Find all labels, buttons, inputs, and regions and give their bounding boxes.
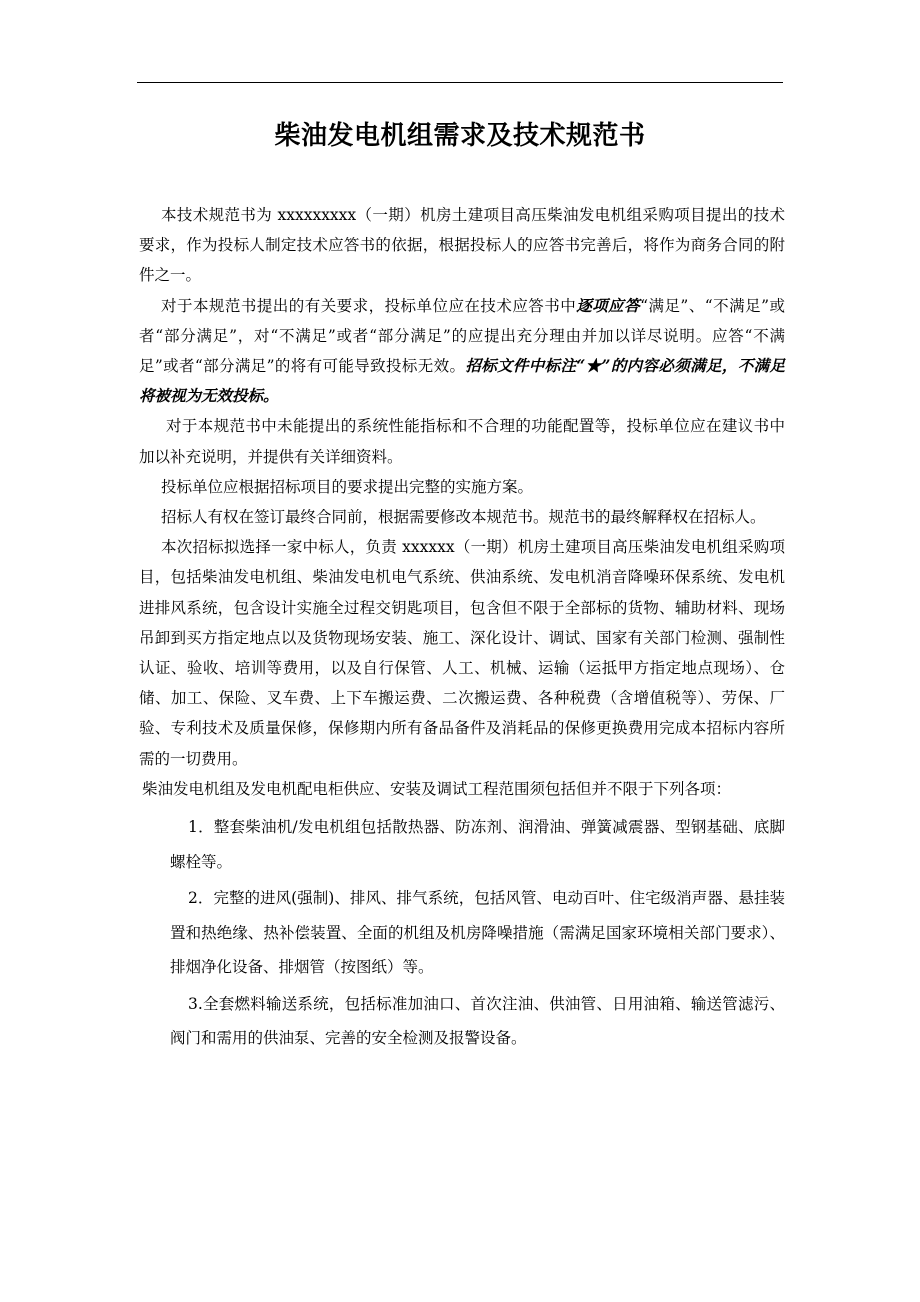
paragraph-implementation-plan: 投标单位应根据招标项目的要求提出完整的实施方案。 bbox=[161, 477, 534, 496]
header-rule bbox=[137, 82, 783, 83]
paragraph-tender-scope: 本次招标拟选择一家中标人，负责 xxxxxx（一期）机房土建项目高压柴油发电机组采购项目，包括柴油发电机组、柴油发电机电气系统、供油系统、发电机消音降噪环保系统、发电机进排风系统，包含设计实施全过程交钥匙项目，包含但不限于全部标的货物、辅助材料、现场吊卸到买方指定地点以及货物现场安装、施工、深化设计、调试、国家有关部门检测、强制性认证、验收、培训等费用，以及自行保管、人工、机械、运输（运抵甲方指定地点现场）、仓储、加工、保险、叉车费、上下车搬运费、二次搬运费、各种税费（含增值税等）、劳保、厂验、专利技术及质量保修，保修期内所有备品备件及消耗品的保修更换费用完成本招标内容所需的一切费用。 bbox=[139, 538, 785, 768]
response-text-lead: 对于本规范书提出的有关要求，投标单位应在技术应答书中 bbox=[161, 296, 577, 315]
paragraph-supplementary-notes: 对于本规范书中未能提出的系统性能指标和不合理的功能配置等，投标单位应在建议书中加以补充说明，并提供有关详细资料。 bbox=[139, 417, 785, 466]
document-title: 柴油发电机组需求及技术规范书 bbox=[274, 121, 646, 151]
paragraph-work-scope-lead: 柴油发电机组及发电机配电柜供应、安装及调试工程范围须包括但并不限于下列各项： bbox=[142, 779, 732, 798]
document-body bbox=[139, 200, 785, 1056]
response-emphasis-star-requirement: 招标文件中标注“★”的内容必须满足，不满足将被视为无效投标。 bbox=[139, 356, 785, 406]
response-emphasis-item-by-item: 逐项应答 bbox=[576, 295, 641, 315]
list-item: 2．完整的进风(强制)、排风、排气系统，包括风管、电动百叶、住宅级消声器、悬挂装置和热绝缘、热补偿装置、全面的机组及机房降噪措施（需满足国家环境相关部门要求）、排烟净化设备、排烟管（按图纸）等。 bbox=[170, 889, 785, 977]
paragraph-modification-rights: 招标人有权在签订最终合同前，根据需要修改本规范书。规范书的最终解释权在招标人。 bbox=[161, 508, 766, 527]
work-scope-list bbox=[170, 810, 785, 1056]
paragraph-response-requirements bbox=[139, 291, 785, 412]
paragraph-scope-intro: 本技术规范书为 xxxxxxxxx（一期）机房土建项目高压柴油发电机组采购项目提出的技术要求，作为投标人制定技术应答书的依据，根据投标人的应答书完善后，将作为商务合同的附件之一。 bbox=[139, 206, 785, 285]
list-item: 3.全套燃料输送系统，包括标准加油口、首次注油、供油管、日用油箱、输送管滤污、阀门和需用的供油泵、完善的安全检测及报警设备。 bbox=[170, 994, 785, 1048]
list-item: 1．整套柴油机/发电机组包括散热器、防冻剂、润滑油、弹簧减震器、型钢基础、底脚螺栓等。 bbox=[170, 818, 785, 871]
response-text-body: “满足”、“不满足”或者“部分满足”，对“不满足”或者“部分满足”的应提出充分理由并加以详尽说明。应答“不满足”或者“部分满足”的将有可能导致投标无效。 bbox=[139, 296, 785, 376]
